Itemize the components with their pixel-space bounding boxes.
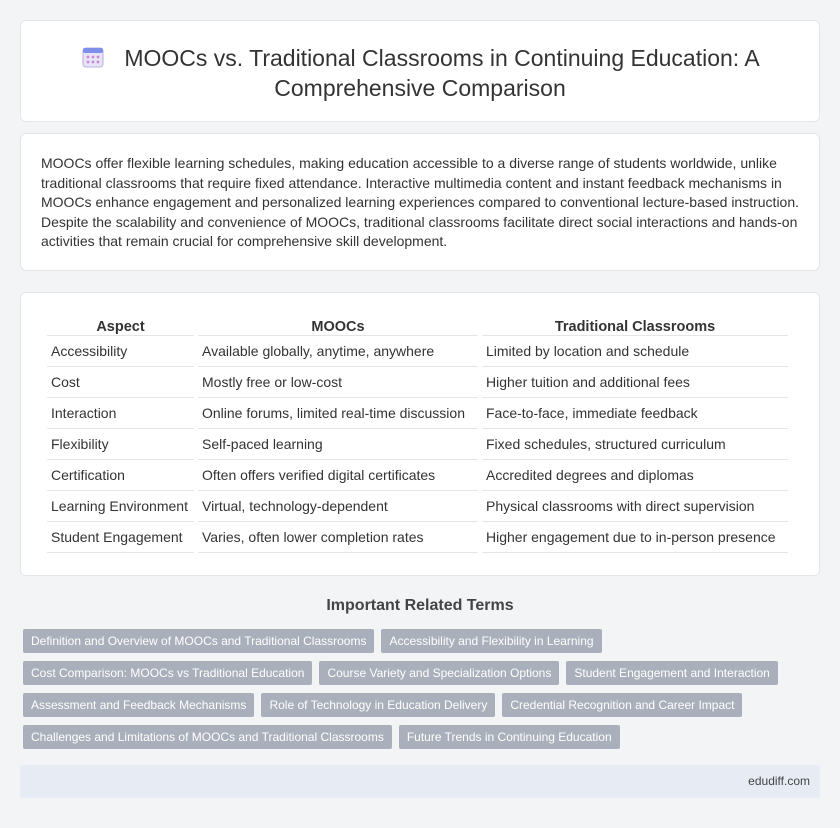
related-terms-list: [23, 629, 823, 757]
intro-card: [20, 133, 820, 271]
tag-row: [23, 629, 823, 653]
table-row: [47, 460, 788, 491]
table-row: [47, 367, 788, 398]
table-row: [47, 336, 788, 367]
tag-row: [23, 693, 823, 717]
footer: [20, 765, 820, 798]
footer-site-link[interactable]: edudiff.com: [748, 774, 810, 788]
related-term-tag[interactable]: Role of Technology in Education Delivery: [261, 693, 495, 717]
table-cell: Varies, often lower completion rates: [198, 522, 478, 553]
related-term-tag[interactable]: Definition and Overview of MOOCs and Traditional Classrooms: [23, 629, 374, 653]
table-cell: Face-to-face, immediate feedback: [482, 398, 788, 429]
table-cell: Higher tuition and additional fees: [482, 367, 788, 398]
table-cell: Higher engagement due to in-person presence: [482, 522, 788, 553]
page-title: [70, 43, 770, 103]
related-term-tag[interactable]: Assessment and Feedback Mechanisms: [23, 693, 254, 717]
comparison-table: [43, 314, 792, 553]
related-terms-title: Important Related Terms: [326, 597, 514, 614]
header-moocs: MOOCs: [198, 314, 478, 336]
table-cell: Virtual, technology-dependent: [198, 491, 478, 522]
related-term-tag[interactable]: Credential Recognition and Career Impact: [502, 693, 742, 717]
table-cell: Often offers verified digital certificates: [198, 460, 478, 491]
title-text: MOOCs vs. Traditional Classrooms in Continuing Education: A Comprehensive Comparison: [124, 45, 760, 101]
related-term-tag[interactable]: Student Engagement and Interaction: [566, 661, 777, 685]
table-cell: Fixed schedules, structured curriculum: [482, 429, 788, 460]
table-cell: Cost: [47, 367, 194, 398]
table-row: [47, 491, 788, 522]
related-term-tag[interactable]: Future Trends in Continuing Education: [399, 725, 620, 749]
table-cell: Accessibility: [47, 336, 194, 367]
table-cell: Learning Environment: [47, 491, 194, 522]
table-row: [47, 398, 788, 429]
header-aspect: Aspect: [47, 314, 194, 336]
table-cell: Self-paced learning: [198, 429, 478, 460]
table-header-row: [47, 314, 788, 336]
related-term-tag[interactable]: Accessibility and Flexibility in Learning: [381, 629, 601, 653]
related-term-tag[interactable]: Cost Comparison: MOOCs vs Traditional Education: [23, 661, 312, 685]
tag-row: [23, 725, 823, 749]
calendar-icon: [80, 44, 106, 70]
table-cell: Mostly free or low-cost: [198, 367, 478, 398]
header: [21, 43, 819, 103]
table-cell: Interaction: [47, 398, 194, 429]
table-row: [47, 429, 788, 460]
related-term-tag[interactable]: Course Variety and Specialization Options: [319, 661, 559, 685]
related-term-tag[interactable]: Challenges and Limitations of MOOCs and Traditional Classrooms: [23, 725, 392, 749]
table-cell: Available globally, anytime, anywhere: [198, 336, 478, 367]
table-cell: Certification: [47, 460, 194, 491]
table-cell: Physical classrooms with direct supervision: [482, 491, 788, 522]
table-cell: Flexibility: [47, 429, 194, 460]
table-cell: Limited by location and schedule: [482, 336, 788, 367]
header-card: [20, 20, 820, 122]
table-row: [47, 522, 788, 553]
table-cell: Student Engagement: [47, 522, 194, 553]
tag-row: [23, 661, 823, 685]
intro-paragraph: MOOCs offer flexible learning schedules, making education accessible to a diverse range of students worldwide, unlike traditional classrooms that require fixed attendance. Interactive multimedia content and instant feedback mechanisms in MOOCs enhance engagement and personalized learning experiences compared to conventional lecture-based instruction. Despite the scalability and convenience of MOOCs, traditional classrooms facilitate direct social interactions and hands-on activities that remain crucial for comprehensive skill development.: [41, 155, 800, 249]
table-cell: Accredited degrees and diplomas: [482, 460, 788, 491]
comparison-card: [20, 292, 820, 576]
table-cell: Online forums, limited real-time discussion: [198, 398, 478, 429]
header-traditional: Traditional Classrooms: [482, 314, 788, 336]
